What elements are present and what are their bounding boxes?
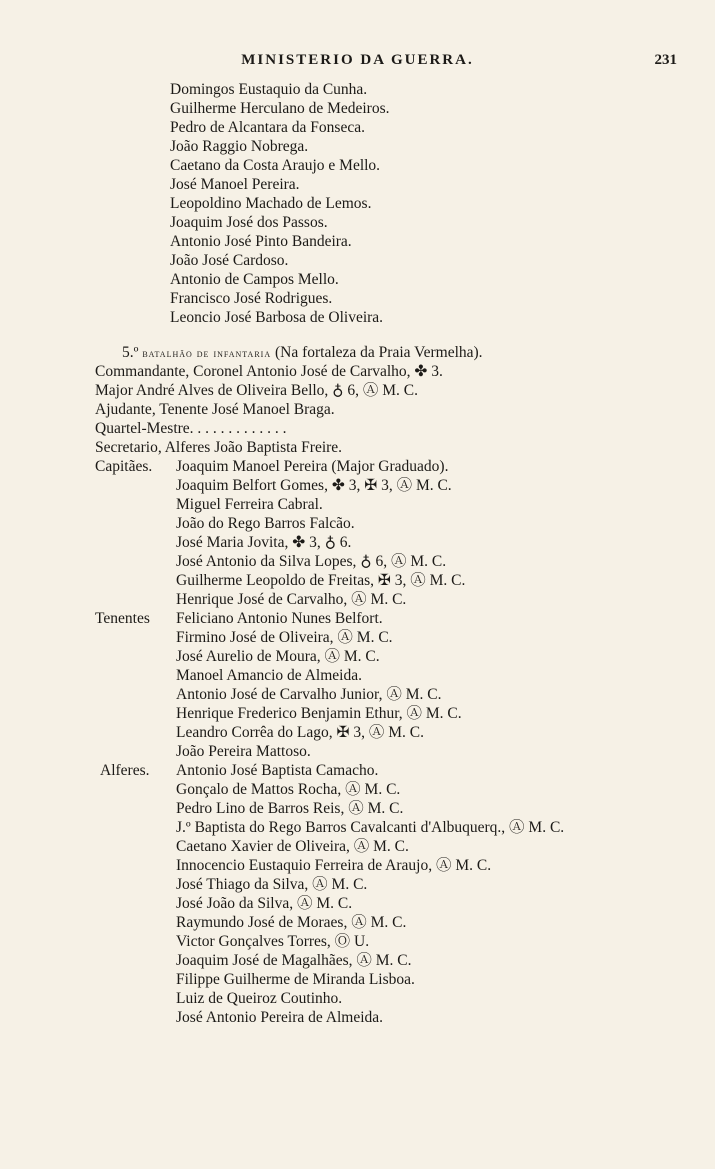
list-item: Caetano da Costa Araujo e Mello. (170, 157, 381, 174)
alferes-row (0, 761, 715, 780)
list-item: Guilherme Herculano de Medeiros. (170, 100, 390, 117)
list-item: Luiz de Queiroz Coutinho. (176, 990, 343, 1007)
list-item: Joaquim José dos Passos. (170, 214, 328, 231)
list-item: Raymundo José de Moraes, Ⓐ M. C. (176, 914, 407, 931)
staff-major: Major André Alves de Oliveira Bello, ♁ 6, Ⓐ M. C. (95, 382, 419, 399)
list-item: Feliciano Antonio Nunes Belfort. (176, 610, 383, 627)
staff-commandante: Commandante, Coronel Antonio José de Carvalho, ✤ 3. (95, 363, 443, 380)
list-item: Leopoldino Machado de Lemos. (170, 195, 372, 212)
capitaes-row (0, 457, 715, 476)
list-item: Leoncio José Barbosa de Oliveira. (170, 309, 384, 326)
list-item: João Pereira Mattoso. (176, 743, 311, 760)
list-item: Miguel Ferreira Cabral. (176, 496, 323, 513)
list-item: Antonio José Pinto Bandeira. (170, 233, 352, 250)
staff-quartel-mestre: Quartel-Mestre. . . . . . . . . . . . . (95, 420, 287, 437)
list-item: João do Rego Barros Falcão. (176, 515, 355, 532)
capitaes-label: Capitães. (95, 458, 153, 475)
list-item: José Thiago da Silva, Ⓐ M. C. (176, 876, 368, 893)
page-number: 231 (654, 52, 677, 68)
list-item: Francisco José Rodrigues. (170, 290, 333, 307)
running-title: MINISTERIO DA GUERRA. (241, 52, 474, 68)
list-item: Joaquim Manoel Pereira (Major Graduado). (176, 458, 449, 475)
list-item: Gonçalo de Mattos Rocha, Ⓐ M. C. (176, 781, 401, 798)
page-header (0, 52, 715, 74)
list-item: Domingos Eustaquio da Cunha. (170, 81, 368, 98)
list-item: Pedro Lino de Barros Reis, Ⓐ M. C. (176, 800, 404, 817)
list-item: J.º Baptista do Rego Barros Cavalcanti d'Albuquerq., Ⓐ M. C. (176, 819, 565, 836)
tenentes-row (0, 609, 715, 628)
battalion-name: batalhão de infantaria (142, 346, 272, 360)
list-item: João José Cardoso. (170, 252, 289, 269)
tenentes-label: Tenentes (95, 610, 150, 627)
list-item: Antonio José Baptista Camacho. (176, 762, 379, 779)
battalion-section (0, 343, 715, 1027)
staff-secretario: Secretario, Alferes João Baptista Freire. (95, 439, 343, 456)
list-item: José Manoel Pereira. (170, 176, 300, 193)
list-item: Innocencio Eustaquio Ferreira de Araujo, Ⓐ M. C. (176, 857, 492, 874)
list-item: Caetano Xavier de Oliveira, Ⓐ M. C. (176, 838, 409, 855)
list-item: José Antonio da Silva Lopes, ♁ 6, Ⓐ M. C. (176, 553, 447, 570)
list-item: Pedro de Alcantara da Fonseca. (170, 119, 365, 136)
battalion-location: (Na fortaleza da Praia Vermelha). (274, 344, 483, 361)
list-item: Guilherme Leopoldo de Freitas, ✠ 3, Ⓐ M. C. (176, 572, 466, 589)
list-item: José Aurelio de Moura, Ⓐ M. C. (176, 648, 380, 665)
alferes-label: Alferes. (100, 762, 150, 779)
list-item: João Raggio Nobrega. (170, 138, 309, 155)
list-item: José Maria Jovita, ✤ 3, ♁ 6. (176, 534, 352, 551)
battalion-heading (0, 343, 715, 362)
list-item: Victor Gonçalves Torres, Ⓞ U. (176, 933, 370, 950)
list-item: José Antonio Pereira de Almeida. (176, 1009, 384, 1026)
staff-ajudante: Ajudante, Tenente José Manoel Braga. (95, 401, 335, 418)
list-item: Leandro Corrêa do Lago, ✠ 3, Ⓐ M. C. (176, 724, 425, 741)
list-item: Henrique José de Carvalho, Ⓐ M. C. (176, 591, 407, 608)
name-list-continued (0, 80, 715, 327)
list-item: Joaquim José de Magalhães, Ⓐ M. C. (176, 952, 412, 969)
list-item: Henrique Frederico Benjamin Ethur, Ⓐ M. C. (176, 705, 462, 722)
list-item: José João da Silva, Ⓐ M. C. (176, 895, 353, 912)
list-item: Filippe Guilherme de Miranda Lisboa. (176, 971, 415, 988)
battalion-number: 5.º (122, 344, 139, 361)
list-item: Antonio José de Carvalho Junior, Ⓐ M. C. (176, 686, 442, 703)
list-item: Manoel Amancio de Almeida. (176, 667, 362, 684)
list-item: Antonio de Campos Mello. (170, 271, 339, 288)
list-item: Firmino José de Oliveira, Ⓐ M. C. (176, 629, 393, 646)
list-item: Joaquim Belfort Gomes, ✤ 3, ✠ 3, Ⓐ M. C. (176, 477, 452, 494)
